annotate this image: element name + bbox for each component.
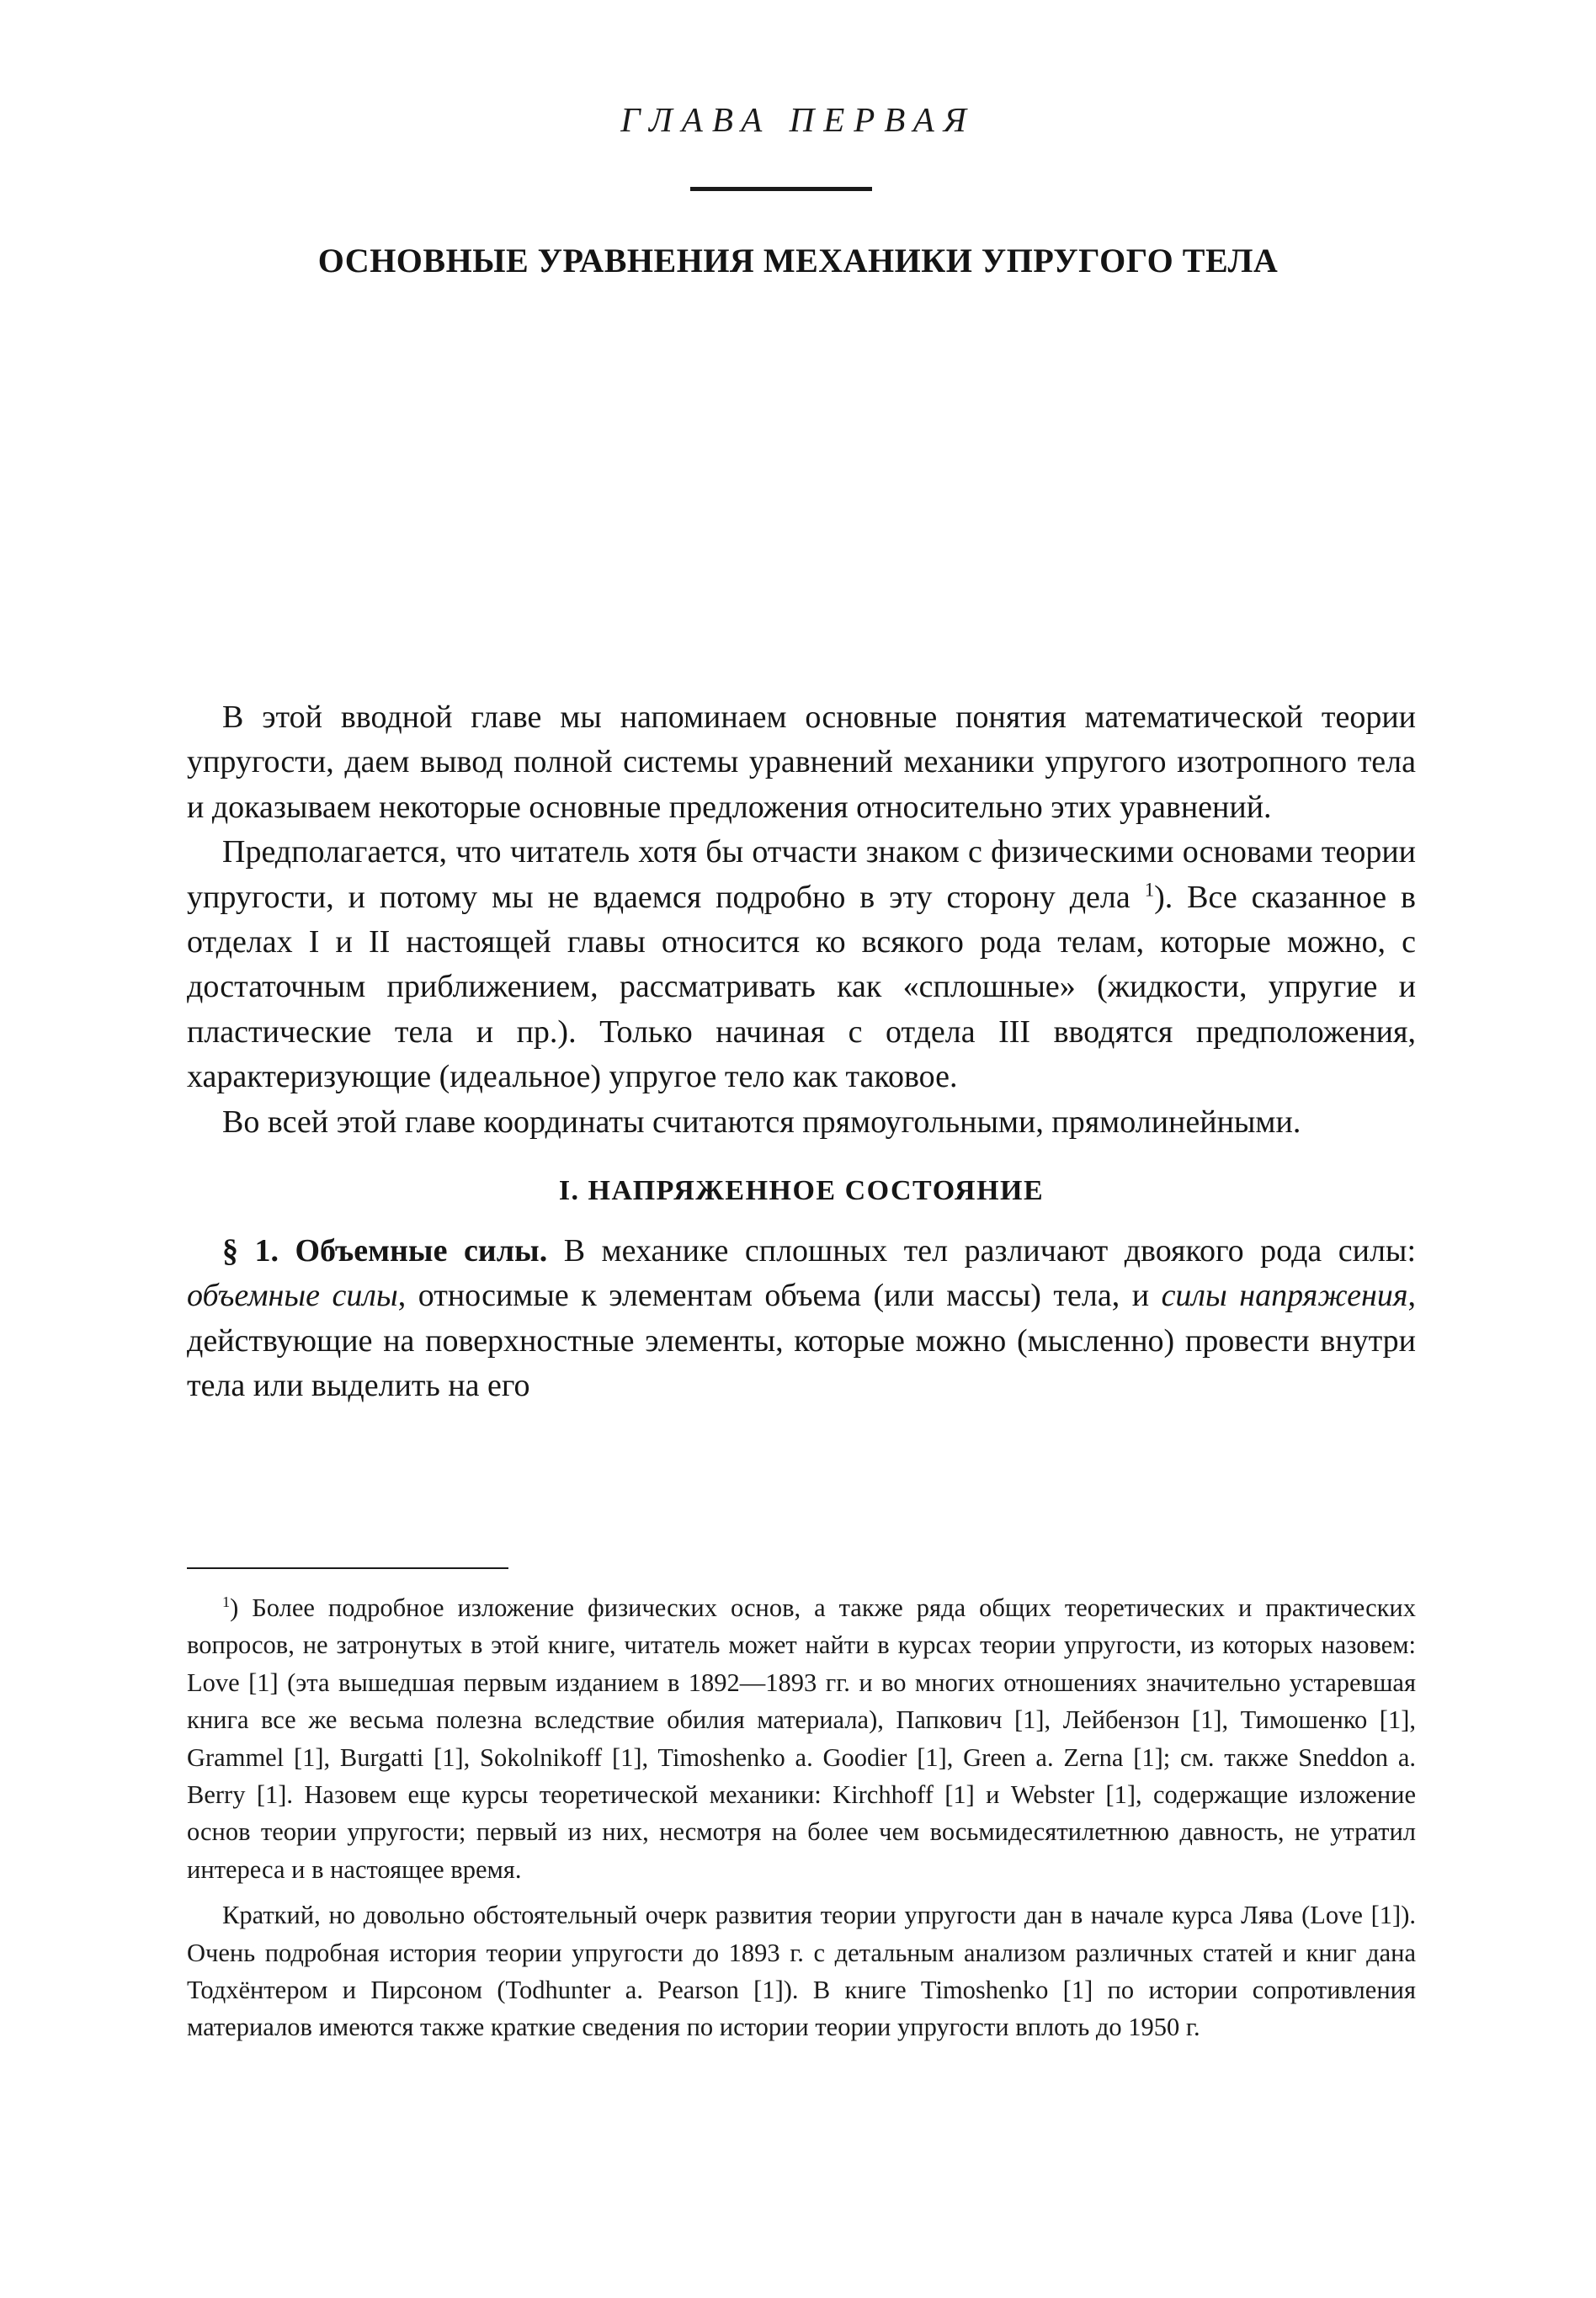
footnote-marker: 1 — [222, 1593, 231, 1610]
paragraph-text-3: , действующие на поверхностные элементы, которые можно (мысленно) провести внутри тела или выделить на его — [187, 1278, 1416, 1404]
footnote-reference: 1 — [1144, 878, 1155, 900]
paragraph-text-2: , относимые к элементам объема (или массы) тела, и — [397, 1278, 1150, 1314]
intro-paragraph-3: Во всей этой главе координаты считаются прямоугольными, прямолинейными. — [222, 1104, 1301, 1140]
paragraph-text-1: В механике сплошных тел различают двоякого рода силы: — [563, 1233, 1417, 1269]
paragraph-volume-forces — [187, 1229, 1416, 1409]
footnote-rule — [187, 1567, 508, 1569]
chapter-label: ГЛАВА ПЕРВАЯ — [620, 100, 976, 139]
main-text — [187, 695, 1416, 1409]
footnote-2: Краткий, но довольно обстоятельный очерк развития теории упругости дан в начале курса Лява (Love [1]). Очень подробная история теории упругости до 1893 г. с детальным анализом различных статей и книг дана Тодхёнтером и Пирсоном (Todhunter a. Pearson [1]). В книге Timoshenko [1] по истории сопротивления материалов имеются также краткие сведения по истории теории упругости вплоть до 1950 г. — [187, 1901, 1416, 2042]
chapter-rule — [690, 187, 872, 191]
footnotes — [187, 1589, 1416, 2046]
term-stress-forces: силы напряжения — [1161, 1278, 1408, 1314]
intro-paragraph-2 — [187, 830, 1416, 1099]
intro-paragraph-1: В этой вводной главе мы напоминаем основные понятия математической теории упругости, даем вывод полной системы уравнений механики упругого изотропного тела и доказываем некоторые основные предложения относительно этих уравнений. — [187, 700, 1416, 825]
intro-paragraph-2-end: ). Все сказанное в отделах I и II настоящей главы относится ко всякого рода телам, которые можно, с достаточным приближением, рассматривать как «сплошные» (жидкости, упругие и пластические тела и пр.). Только начиная с отдела III вводятся предположения, характеризующие (идеальное) упругое тело как таковое. — [187, 879, 1417, 1095]
footnote-1 — [187, 1589, 1416, 1888]
intro-paragraph-2-start: Предполагается, что читатель хотя бы отчасти знаком с физическими основами теории упругости, и потому мы не вдаемся подробно в эту сторону дела — [187, 834, 1416, 915]
paragraph-title: Объемные силы. — [295, 1233, 548, 1269]
footnote-1-text: ) Более подробное изложение физических основ, а также ряда общих теоретических и практических вопросов, не затронутых в этой книге, читатель может найти в курсах теории упругости, из которых назовем: Love [1] (эта вышедшая первым изданием в 1892—1893 гг. и во многих отношениях значительно устаревшая книга все же весьма полезна вследствие обилия материала), Папкович [1], Лейбензон [1], Тимошенко [1], Grammel [1], Burgatti [1], Sokolnikoff [1], Timoshenko a. Goodier [1], Green a. Zerna [1]; см. также Sneddon a. Berry [1]. Назовем еще курсы теоретической механики: Kirchhoff [1] и Webster [1], содержащие изложение основ теории упругости; первый из них, несмотря на более чем восьмидесятилетнюю давность, не утратил интереса и в настоящее время. — [187, 1593, 1416, 1884]
term-volume-forces: объемные силы — [187, 1278, 398, 1314]
paragraph-number: § 1. — [222, 1233, 279, 1269]
chapter-title: ОСНОВНЫЕ УРАВНЕНИЯ МЕХАНИКИ УПРУГОГО ТЕЛА — [317, 242, 1279, 279]
section-heading: I. НАПРЯЖЕННОЕ СОСТОЯНИЕ — [558, 1175, 1045, 1207]
